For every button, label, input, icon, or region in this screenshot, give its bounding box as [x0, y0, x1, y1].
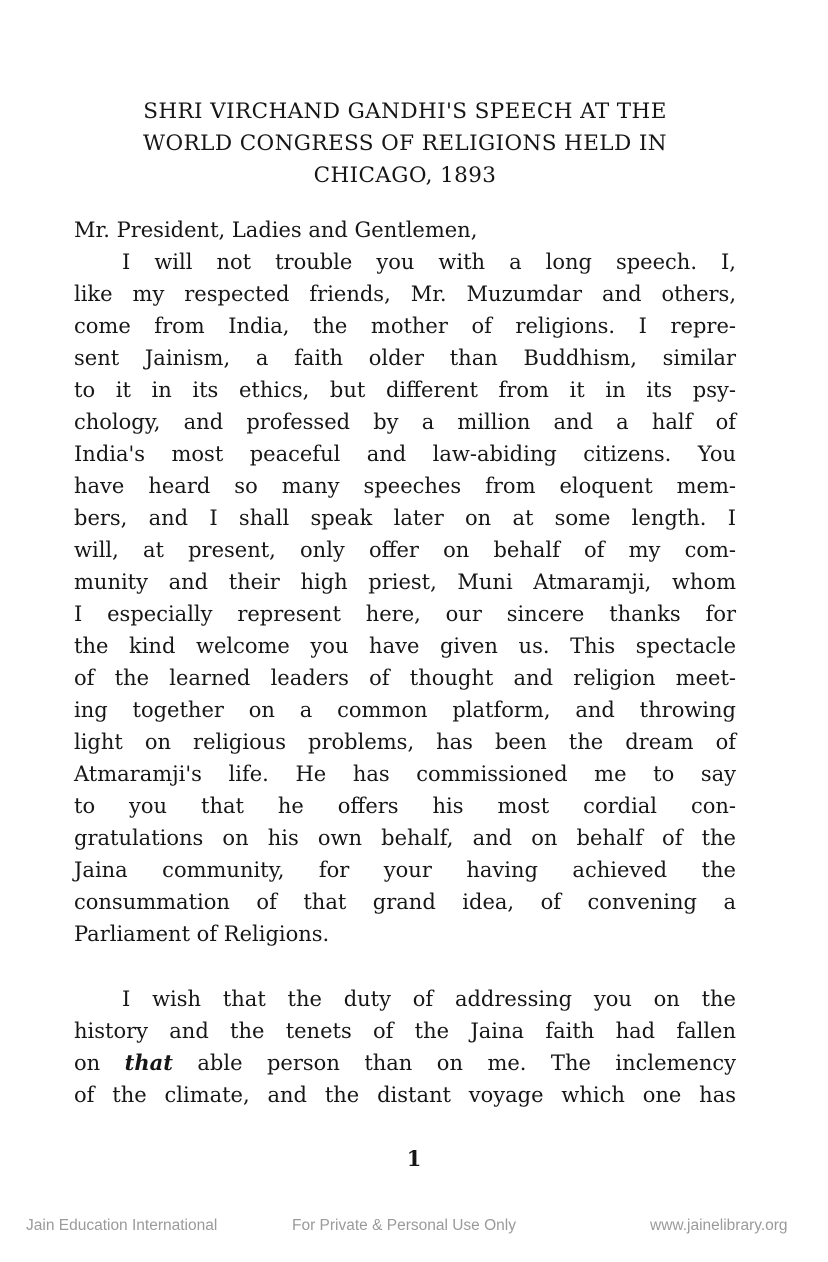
text-line: like my respected friends, Mr. Muzumdar and others,: [74, 282, 736, 306]
text-fragment: on: [74, 1051, 125, 1075]
speech-title: [74, 96, 736, 192]
text-line: Parliament of Religions.: [74, 922, 330, 946]
text-line: have heard so many speeches from eloquent mem-: [74, 474, 736, 498]
text-line: I especially represent here, our sincere thanks for: [74, 602, 736, 626]
text-line: to it in its ethics, but different from it in its psy-: [74, 378, 736, 402]
text-line: of the learned leaders of thought and religion meet-: [74, 666, 736, 690]
text-line: consummation of that grand idea, of convening a: [74, 890, 736, 914]
text-line: the kind welcome you have given us. This spectacle: [74, 634, 736, 658]
page-number: 1: [406, 1146, 422, 1171]
paragraph-1: [74, 246, 736, 950]
text-line: to you that he offers his most cordial con-: [74, 794, 736, 818]
footer: [0, 1217, 828, 1241]
title-line: WORLD CONGRESS OF RELIGIONS HELD IN: [143, 131, 667, 156]
emphasis-that: that: [124, 1050, 173, 1075]
text-line: chology, and professed by a million and a half of: [74, 410, 736, 434]
text-line: I wish that the duty of addressing you on the: [122, 987, 736, 1011]
text-line: come from India, the mother of religions. I repre-: [74, 314, 736, 338]
text-line: India's most peaceful and law-abiding citizens. You: [74, 442, 736, 466]
paragraph-2: [74, 983, 736, 1111]
text-line: Atmaramji's life. He has commissioned me to say: [74, 762, 736, 786]
text-line: light on religious problems, has been the dream of: [74, 730, 736, 754]
text-fragment: able person than on me. The inclemency: [172, 1051, 737, 1075]
footer-publisher: Jain Education International: [26, 1217, 218, 1234]
title-line: CHICAGO, 1893: [313, 163, 497, 188]
footer-usage-note: For Private & Personal Use Only: [292, 1217, 516, 1234]
text-line: Jaina community, for your having achieved the: [74, 858, 736, 882]
paragraph-gap: [74, 950, 736, 983]
text-line: of the climate, and the distant voyage which one has: [74, 1083, 736, 1107]
text-line: history and the tenets of the Jaina faith had fallen: [74, 1019, 736, 1043]
text-line: munity and their high priest, Muni Atmaramji, whom: [74, 570, 736, 594]
text-line: gratulations on his own behalf, and on behalf of the: [74, 826, 736, 850]
text-line: bers, and I shall speak later on at some length. I: [74, 506, 736, 530]
footer-website-link[interactable]: www.jainelibrary.org: [650, 1217, 788, 1234]
text-line: ing together on a common platform, and throwing: [74, 698, 736, 722]
document-page: [74, 96, 736, 1111]
title-line: SHRI VIRCHAND GANDHI'S SPEECH AT THE: [143, 99, 667, 124]
text-line: will, at present, only offer on behalf of my com-: [74, 538, 736, 562]
text-line: I will not trouble you with a long speech. I,: [122, 250, 736, 274]
salutation: Mr. President, Ladies and Gentlemen,: [74, 218, 478, 242]
text-line: sent Jainism, a faith older than Buddhism, similar: [74, 346, 736, 370]
text-line: [74, 1047, 736, 1079]
